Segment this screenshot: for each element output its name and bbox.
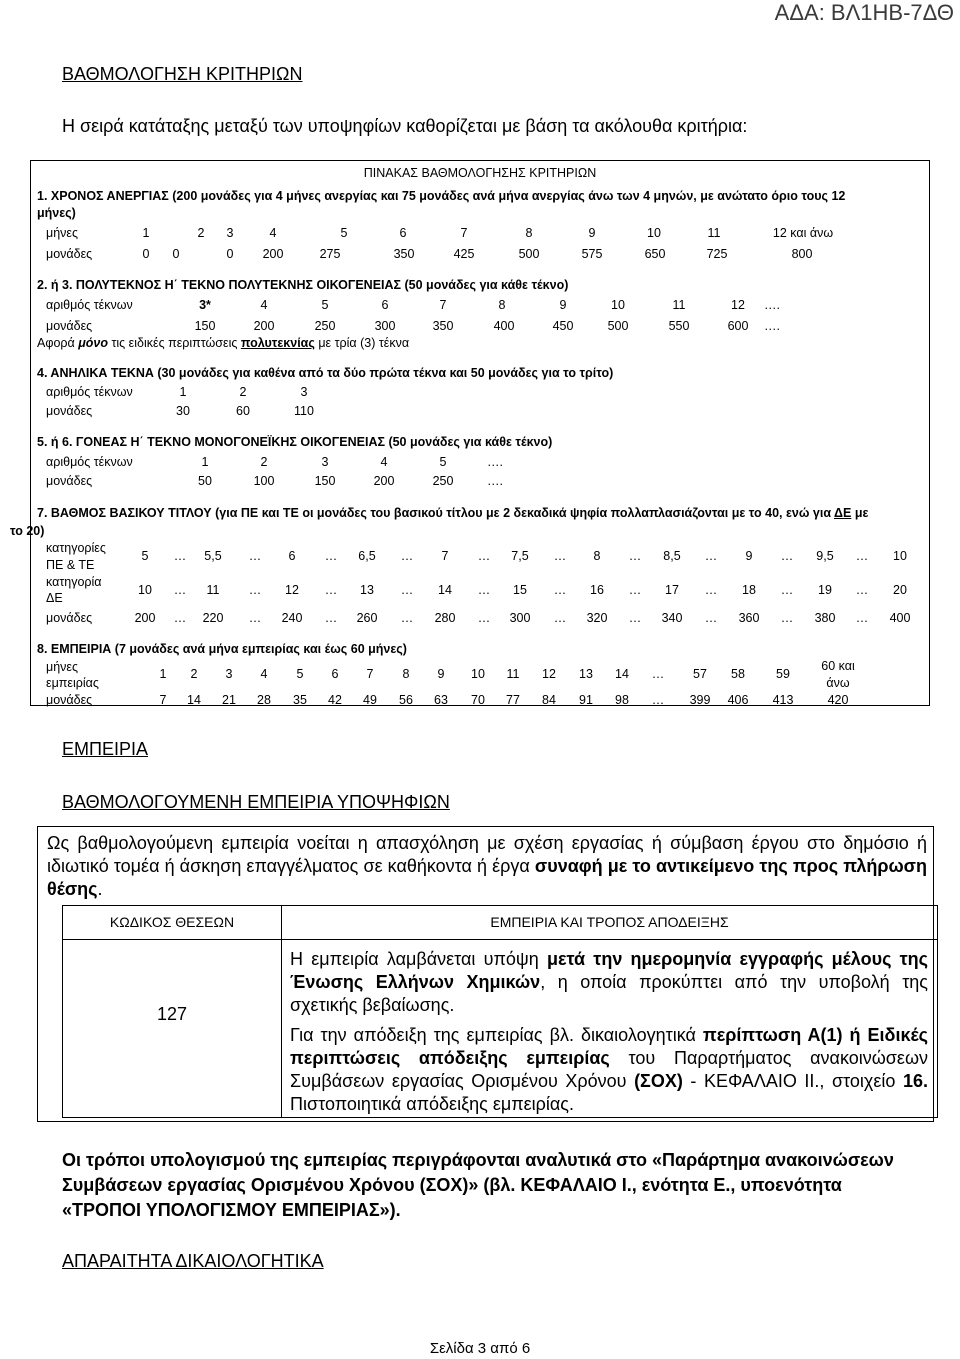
c8-month: 7 — [366, 667, 374, 681]
c2-row2-label: μονάδες — [46, 319, 93, 333]
c7-de: … — [173, 583, 187, 597]
c1-points: 0 — [172, 247, 180, 261]
c7-points: 360 — [738, 611, 760, 625]
c8-points: 56 — [399, 693, 413, 707]
c7-points: 400 — [889, 611, 911, 625]
section-title-scored-experience: ΒΑΘΜΟΛΟΓΟΥΜΕΝΗ ΕΜΠΕΙΡΙΑ ΥΠΟΨΗΦΙΩΝ — [62, 792, 450, 812]
c7-pe: … — [324, 549, 338, 563]
c7-pe: … — [477, 549, 491, 563]
c1-month: 8 — [525, 226, 533, 240]
c1-month: 1 — [142, 226, 150, 240]
c5-children: 4 — [380, 455, 388, 469]
c7-de: … — [780, 583, 794, 597]
c4-title: 4. ΑΝΗΛΙΚΑ ΤΕΚΝΑ (30 μονάδες για καθένα από τα δύο πρώτα τέκνα και 50 μονάδες για το τρίτο) — [37, 366, 614, 380]
c7-points: 320 — [586, 611, 608, 625]
c7-points: … — [173, 611, 187, 625]
c8-month: 13 — [579, 667, 593, 681]
c1-month: 9 — [588, 226, 596, 240]
c8-points: 42 — [328, 693, 342, 707]
section-title-criteria: ΒΑΘΜΟΛΟΓΗΣΗ ΚΡΙΤΗΡΙΩΝ — [62, 64, 303, 84]
c8-month: 2 — [190, 667, 198, 681]
c8-points: 77 — [506, 693, 520, 707]
c8-points: 7 — [159, 693, 167, 707]
c2-children: 7 — [439, 298, 447, 312]
c4-row2-label: μονάδες — [46, 404, 93, 418]
c1-month: 2 — [197, 226, 205, 240]
proof-text: , η οποία προκύπτει από την υποβολή της σχετικής βεβαίωσης. — [290, 972, 928, 1015]
proof-paragraph-1 — [290, 948, 928, 1017]
c5-points: 150 — [314, 474, 336, 488]
c2-note — [37, 336, 409, 350]
c2-children: 8 — [498, 298, 506, 312]
proof-text: Η εμπειρία λαμβάνεται υπόψη — [290, 949, 547, 969]
c8-row2-label: μονάδες — [46, 693, 93, 707]
c8-points: 70 — [471, 693, 485, 707]
c2-children: 12 — [731, 298, 745, 312]
c7-row2-label1: κατηγορία — [46, 575, 102, 589]
c5-children: 5 — [439, 455, 447, 469]
c8-month: 6 — [331, 667, 339, 681]
c8-points: 35 — [293, 693, 307, 707]
c5-children: 3 — [321, 455, 329, 469]
c1-month: 6 — [399, 226, 407, 240]
c4-points: 110 — [294, 404, 314, 418]
c2-row1-label: αριθμός τέκνων — [46, 298, 133, 312]
c1-month: 12 και άνω — [772, 226, 834, 240]
c2-note-part: Αφορά — [37, 336, 79, 350]
c1-points: 800 — [791, 247, 813, 261]
c7-de: 20 — [893, 583, 907, 597]
c7-row2-label2: ΔΕ — [46, 591, 63, 605]
c1-points: 650 — [644, 247, 666, 261]
c7-row1-label2: ΠΕ & ΤΕ — [46, 558, 95, 572]
proof-text: - ΚΕΦΑΛΑΙΟ ΙΙ., στοιχείο — [682, 1071, 903, 1091]
c1-row2-label: μονάδες — [46, 247, 93, 261]
c7-points: 240 — [281, 611, 303, 625]
c5-points: …. — [487, 474, 503, 488]
c2-points: …. — [764, 319, 780, 333]
c2-points: 250 — [314, 319, 336, 333]
c8-month-last: 60 και — [821, 659, 855, 673]
c7-pe: 8,5 — [663, 549, 681, 563]
c2-note-part: με τρία (3) τέκνα — [314, 336, 410, 350]
c7-title-line2: το 20) — [10, 524, 45, 538]
c7-points: … — [780, 611, 794, 625]
c5-points: 100 — [253, 474, 275, 488]
experience-definition-end: . — [97, 879, 103, 899]
c5-points: 200 — [373, 474, 395, 488]
c5-children: …. — [487, 455, 503, 469]
c1-month: 7 — [460, 226, 468, 240]
c7-de: 19 — [818, 583, 832, 597]
c7-de: … — [855, 583, 869, 597]
c4-row1-label: αριθμός τέκνων — [46, 385, 133, 399]
c7-de: … — [248, 583, 262, 597]
c7-pe: … — [855, 549, 869, 563]
c2-title: 2. ή 3. ΠΟΛΥΤΕΚΝΟΣ Η΄ ΤΕΚΝΟ ΠΟΛΥΤΕΚΝΗΣ ΟΙΚΟΓΕΝΕΙΑΣ (50 μονάδες για κάθε τέκνο) — [37, 278, 569, 292]
c8-month: 59 — [776, 667, 790, 681]
c7-points: 380 — [814, 611, 836, 625]
c2-points: 200 — [253, 319, 275, 333]
c2-note-part: τις ειδικές περιπτώσεις — [107, 336, 241, 350]
proof-emph: μετά την ημερομηνία εγγραφής μέλους της Ένωσης Ελλήνων Χημικών — [290, 949, 929, 992]
c1-points: 425 — [453, 247, 475, 261]
c8-points: 413 — [772, 693, 794, 707]
c8-points: 91 — [579, 693, 593, 707]
section-title-experience: ΕΜΠΕΙΡΙΑ — [62, 739, 149, 759]
experience-definition-emph: συναφή με το αντικείμενο της προς πλήρωση θέσης — [47, 856, 927, 899]
header-divider — [62, 939, 938, 940]
c7-pe: … — [248, 549, 262, 563]
c2-points: 450 — [552, 319, 574, 333]
c7-de: … — [324, 583, 338, 597]
c7-de: 18 — [742, 583, 756, 597]
c7-points: 220 — [202, 611, 224, 625]
c8-month: 9 — [437, 667, 445, 681]
c7-pe: 5 — [141, 549, 149, 563]
c5-points: 50 — [198, 474, 212, 488]
c2-children: …. — [764, 298, 780, 312]
c2-points: 350 — [432, 319, 454, 333]
c1-points: 575 — [581, 247, 603, 261]
experience-definition — [47, 832, 927, 901]
c7-pe: 6 — [288, 549, 296, 563]
c8-month: 4 — [260, 667, 268, 681]
calculation-method-note: Οι τρόποι υπολογισμού της εμπειρίας περιγράφονται αναλυτικά στο «Παράρτημα ανακοινώσεων Συμβάσεων εργασίας Ορισμένου Χρόνου (ΣΟΧ)» (βλ. ΚΕΦΑΛΑΙΟ Ι., ενότητα Ε., υποενότητα «ΤΡΟΠΟΙ ΥΠΟΛΟΓΙΣΜΟΥ ΕΜΠΕΙΡΙΑΣ»). — [62, 1150, 894, 1220]
c5-children: 1 — [201, 455, 209, 469]
c7-de: 15 — [513, 583, 527, 597]
c7-row1-label1: κατηγορίες — [46, 541, 106, 555]
c8-points: 49 — [363, 693, 377, 707]
c8-month: 11 — [506, 667, 520, 681]
c8-points: 28 — [257, 693, 271, 707]
c7-points: … — [855, 611, 869, 625]
c7-pe: … — [173, 549, 187, 563]
c7-points: 340 — [661, 611, 683, 625]
c1-row1-label: μήνες — [46, 226, 79, 240]
c1-month: 5 — [340, 226, 348, 240]
c7-points: … — [628, 611, 642, 625]
intro-text: Η σειρά κατάταξης μεταξύ των υποψηφίων καθορίζεται με βάση τα ακόλουθα κριτήρια: — [62, 116, 748, 136]
c7-points: … — [400, 611, 414, 625]
c8-points: 399 — [689, 693, 711, 707]
c7-de: … — [704, 583, 718, 597]
c1-month: 10 — [647, 226, 661, 240]
c7-pe: … — [553, 549, 567, 563]
c2-children: 4 — [260, 298, 268, 312]
c8-points: 21 — [222, 693, 236, 707]
c7-de: 16 — [590, 583, 604, 597]
c7-pe: 8 — [593, 549, 601, 563]
c7-pe: 7 — [441, 549, 449, 563]
c8-points: 84 — [542, 693, 556, 707]
c7-de: 12 — [285, 583, 299, 597]
c2-note-underline: πολυτεκνίας — [240, 336, 315, 350]
document-id: ΑΔΑ: ΒΛ1ΗΒ-7ΔΘ — [774, 0, 954, 25]
c8-title: 8. ΕΜΠΕΙΡΙΑ (7 μονάδες ανά μήνα εμπειρίας και έως 60 μήνες) — [37, 642, 407, 656]
c8-row1-label1: μήνες — [46, 660, 79, 674]
c7-points: … — [477, 611, 491, 625]
c4-children: 2 — [239, 385, 247, 399]
experience-definition-text: Ως βαθμολογούμενη εμπειρία νοείται η απασχόληση με σχέση εργασίας ή σύμβαση έργου στο δημόσιο ή ιδιωτικό τομέα ή άσκηση επαγγέλματος σε καθήκοντα ή έργα — [47, 833, 927, 876]
c7-points: … — [553, 611, 567, 625]
c7-points: 280 — [434, 611, 456, 625]
c4-points: 30 — [176, 404, 190, 418]
c8-points: 420 — [827, 693, 849, 707]
c7-pe: 7,5 — [511, 549, 529, 563]
c7-points: … — [324, 611, 338, 625]
c7-points: 300 — [509, 611, 531, 625]
c8-points: 406 — [727, 693, 749, 707]
c1-points: 350 — [393, 247, 415, 261]
c8-month: 5 — [296, 667, 304, 681]
c8-month: 14 — [615, 667, 629, 681]
c2-points: 150 — [194, 319, 216, 333]
c8-month-last: άνω — [826, 676, 850, 690]
proof-emph: (ΣΟΧ) — [634, 1071, 683, 1091]
c1-month: 11 — [707, 226, 721, 240]
proof-text: Πιστοποιητικά απόδειξης εμπειρίας. — [290, 1094, 574, 1114]
c5-points: 250 — [432, 474, 454, 488]
c2-children: 3* — [199, 298, 211, 312]
proof-paragraph-2 — [290, 1024, 928, 1116]
c7-pe: 5,5 — [204, 549, 222, 563]
c8-month: 58 — [731, 667, 745, 681]
c8-month: 8 — [402, 667, 410, 681]
c7-de: 10 — [138, 583, 152, 597]
c1-points: 0 — [142, 247, 150, 261]
position-code: 127 — [156, 1004, 188, 1024]
c5-title: 5. ή 6. ΓΟΝΕΑΣ Η΄ ΤΕΚΝΟ ΜΟΝΟΓΟΝΕΪΚΗΣ ΟΙΚΟΓΕΝΕΙΑΣ (50 μονάδες για κάθε τέκνο) — [37, 435, 553, 449]
c7-pe: … — [780, 549, 794, 563]
c8-month: 12 — [542, 667, 556, 681]
c2-children: 6 — [381, 298, 389, 312]
c1-title-line1: 1. ΧΡΟΝΟΣ ΑΝΕΡΓΙΑΣ (200 μονάδες για 4 μήνες ανεργίας και 75 μονάδες ανά μήνα ανεργίας άνω των 4 μηνών, με ανώτατο όριο τους 12 — [37, 189, 846, 203]
c7-de: … — [477, 583, 491, 597]
c5-children: 2 — [260, 455, 268, 469]
c7-de: … — [400, 583, 414, 597]
c8-row1-label2: εμπειρίας — [46, 676, 99, 690]
c7-pe: 10 — [893, 549, 907, 563]
c7-de: … — [553, 583, 567, 597]
c2-points: 400 — [493, 319, 515, 333]
c2-points: 550 — [668, 319, 690, 333]
c7-points: … — [248, 611, 262, 625]
c7-pe: 9,5 — [816, 549, 834, 563]
proof-header: ΕΜΠΕΙΡΙΑ ΚΑΙ ΤΡΟΠΟΣ ΑΠΟΔΕΙΞΗΣ — [490, 914, 729, 930]
proof-text: του Παραρτήματος ανακοινώσεων Συμβάσεων εργασίας Ορισμένου Χρόνου — [290, 1048, 928, 1091]
c1-title-line2: μήνες) — [37, 206, 76, 220]
c7-pe: … — [628, 549, 642, 563]
criteria-table-title: ΠΙΝΑΚΑΣ ΒΑΘΜΟΛΟΓΗΣΗΣ ΚΡΙΤΗΡΙΩΝ — [363, 166, 597, 180]
c7-title-part: 7. ΒΑΘΜΟΣ ΒΑΣΙΚΟΥ ΤΙΤΛΟΥ (για ΠΕ και ΤΕ οι μονάδες του βασικού τίτλου με 2 δεκαδικά ψηφία πολλαπλασιάζονται με το 40, ενώ για — [37, 506, 835, 520]
c7-points: 260 — [356, 611, 378, 625]
c8-month: 57 — [693, 667, 707, 681]
c4-children: 1 — [179, 385, 187, 399]
c1-month: 4 — [269, 226, 277, 240]
c7-de: 14 — [438, 583, 452, 597]
c7-title-line1 — [37, 506, 868, 520]
c7-points: 200 — [134, 611, 156, 625]
c1-points: 500 — [518, 247, 540, 261]
c8-month: 1 — [159, 667, 167, 681]
c8-month: … — [651, 667, 665, 681]
c7-de: … — [628, 583, 642, 597]
c7-de: 11 — [206, 583, 220, 597]
c5-row1-label: αριθμός τέκνων — [46, 455, 133, 469]
c8-month: 3 — [225, 667, 233, 681]
section-title-required-documents: ΑΠΑΡΑΙΤΗΤΑ ΔΙΚΑΙΟΛΟΓΗΤΙΚΑ — [62, 1251, 324, 1271]
c7-title-part: με — [851, 506, 869, 520]
c7-row3-label: μονάδες — [46, 611, 93, 625]
c8-points: … — [651, 693, 665, 707]
c2-children: 11 — [672, 298, 686, 312]
c4-children: 3 — [300, 385, 308, 399]
c7-points: … — [704, 611, 718, 625]
c4-points: 60 — [236, 404, 250, 418]
c2-points: 300 — [374, 319, 396, 333]
c2-children: 5 — [321, 298, 329, 312]
c2-points: 600 — [727, 319, 749, 333]
c2-children: 10 — [611, 298, 625, 312]
c8-points: 14 — [187, 693, 201, 707]
c7-pe: 6,5 — [358, 549, 376, 563]
c5-row2-label: μονάδες — [46, 474, 93, 488]
c8-points: 98 — [615, 693, 629, 707]
c7-pe: … — [400, 549, 414, 563]
proof-emph: 16. — [902, 1071, 928, 1091]
c1-points: 275 — [319, 247, 341, 261]
c1-points: 200 — [262, 247, 284, 261]
c8-points: 63 — [434, 693, 448, 707]
c2-children: 9 — [559, 298, 567, 312]
c7-de: 17 — [665, 583, 679, 597]
codes-header: ΚΩΔΙΚΟΣ ΘΕΣΕΩΝ — [109, 914, 235, 930]
proof-text: Για την απόδειξη της εμπειρίας βλ. δικαιολογητικά — [290, 1025, 703, 1045]
c8-month: 10 — [471, 667, 485, 681]
c1-month: 3 — [226, 226, 234, 240]
c7-pe: … — [704, 549, 718, 563]
page-number: Σελίδα 3 από 6 — [429, 1340, 531, 1357]
c1-points: 725 — [706, 247, 728, 261]
c2-points: 500 — [607, 319, 629, 333]
c1-points: 0 — [226, 247, 234, 261]
c7-pe: 9 — [745, 549, 753, 563]
c7-de: 13 — [360, 583, 374, 597]
c7-title-underline: ΔΕ — [834, 506, 852, 520]
c2-note-emph: μόνο — [78, 336, 108, 350]
proof-emph: περίπτωση Α(1) ή Ειδικές περιπτώσεις απόδειξης εμπειρίας — [290, 1025, 928, 1068]
